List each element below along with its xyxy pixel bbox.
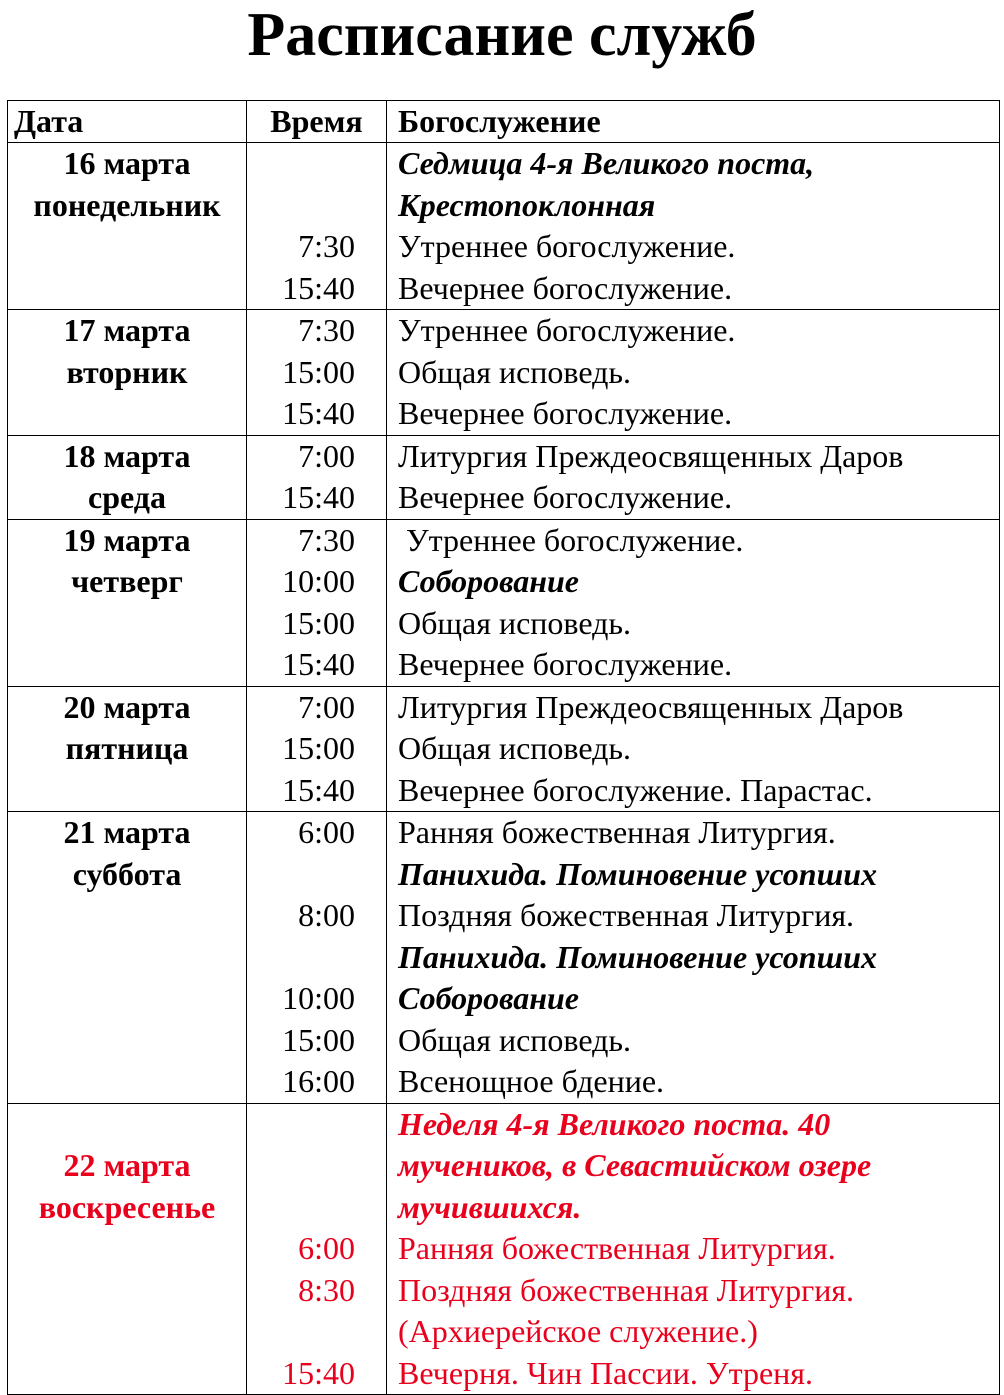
- service-cell: [387, 1103, 1000, 1395]
- day-row-18-march: [8, 435, 1000, 519]
- day-weekday: пятница: [65, 730, 189, 766]
- service-name: (Архиерейское служение.): [398, 1313, 758, 1349]
- service-name: Утреннее богослужение.: [398, 312, 736, 348]
- time-cell: [247, 1103, 387, 1395]
- service-name: мучившихся.: [398, 1188, 582, 1225]
- service-name: Ранняя божественная Литургия.: [398, 1230, 836, 1266]
- service-time: [247, 185, 386, 227]
- service-time: 15:00: [282, 604, 355, 641]
- service-time: 10:00: [282, 563, 355, 599]
- service-name: Вечернее богослужение.: [398, 395, 733, 431]
- day-date: 18 марта: [63, 437, 191, 474]
- page-title: Расписание служб: [247, 1, 757, 69]
- service-name: Литургия Преждеосвященных Даров: [398, 437, 904, 474]
- service-cell: [387, 435, 1000, 519]
- service-time: 6:00: [298, 814, 355, 850]
- service-time: 7:00: [298, 688, 355, 725]
- service-name: Ранняя божественная Литургия.: [398, 814, 836, 850]
- service-time: 15:40: [282, 1354, 355, 1391]
- service-name: Утреннее богослужение.: [398, 228, 736, 264]
- service-time: [247, 143, 386, 185]
- header-service: [387, 101, 1000, 143]
- time-cell: [247, 435, 387, 519]
- day-date: 22 марта: [63, 1147, 191, 1183]
- date-cell: [8, 143, 247, 310]
- day-date: 20 марта: [63, 688, 191, 725]
- service-time: 15:40: [282, 395, 355, 431]
- day-date: 19 марта: [63, 521, 191, 558]
- service-cell: [387, 310, 1000, 436]
- service-name: Вечернее богослужение.: [398, 269, 733, 306]
- service-name: Неделя 4-я Великого поста. 40: [398, 1105, 831, 1142]
- service-time: 15:00: [282, 730, 355, 766]
- day-weekday: суббота: [72, 855, 182, 892]
- day-weekday: вторник: [66, 353, 188, 390]
- date-cell: [8, 1103, 247, 1395]
- time-cell: [247, 143, 387, 310]
- time-cell: [247, 812, 387, 1104]
- day-row-16-march: [8, 143, 1000, 310]
- day-date: 21 марта: [63, 814, 191, 850]
- service-name: Крестопоклонная: [398, 186, 656, 223]
- day-weekday: среда: [88, 479, 166, 515]
- schedule-table: [7, 100, 1000, 1395]
- service-time: 16:00: [282, 1063, 355, 1099]
- service-time: [247, 854, 386, 896]
- day-weekday: четверг: [71, 563, 183, 599]
- header-time: Время: [247, 101, 387, 143]
- service-name: Вечернее богослужение.: [398, 479, 733, 515]
- service-time: 15:00: [282, 1021, 355, 1058]
- header-date-label: Дата: [14, 103, 84, 139]
- service-name: Седмица 4-я Великого поста,: [398, 145, 815, 181]
- service-time: 15:40: [282, 771, 355, 808]
- service-time: 10:00: [282, 980, 355, 1016]
- service-time: 6:00: [298, 1230, 355, 1266]
- service-time: 7:30: [298, 228, 355, 264]
- service-time: 15:40: [282, 646, 355, 682]
- service-time: [247, 1311, 386, 1353]
- service-time: 8:30: [298, 1271, 355, 1308]
- service-time: [247, 937, 386, 979]
- service-cell: [387, 519, 1000, 686]
- day-weekday: понедельник: [33, 186, 221, 223]
- date-cell: [8, 310, 247, 436]
- day-row-21-march: [8, 812, 1000, 1104]
- service-name-text: Утреннее богослужение.: [406, 521, 744, 558]
- service-time: 7:00: [298, 437, 355, 474]
- service-name: Общая исповедь.: [398, 604, 631, 641]
- day-date: 17 марта: [63, 312, 191, 348]
- service-time: 15:40: [282, 479, 355, 515]
- date-block: [8, 1104, 246, 1229]
- date-cell: [8, 435, 247, 519]
- date-cell: [8, 686, 247, 812]
- service-name: Общая исповедь.: [398, 1021, 631, 1058]
- day-row-22-march: [8, 1103, 1000, 1395]
- service-time: [247, 1145, 386, 1187]
- service-name: Вечернее богослужение. Парастас.: [398, 771, 873, 808]
- day-row-19-march: [8, 519, 1000, 686]
- time-cell: [247, 519, 387, 686]
- date-cell: [8, 812, 247, 1104]
- service-cell: [387, 143, 1000, 310]
- day-weekday: воскресенье: [38, 1188, 216, 1225]
- service-time: 8:00: [298, 897, 355, 933]
- service-name: Вечернее богослужение.: [398, 646, 733, 682]
- service-time: 15:40: [282, 269, 355, 306]
- time-cell: [247, 686, 387, 812]
- service-name: Поздняя божественная Литургия.: [398, 1271, 855, 1308]
- service-time: 15:00: [282, 353, 355, 390]
- service-time: 7:30: [298, 521, 355, 558]
- service-cell: [387, 686, 1000, 812]
- service-name: Общая исповедь.: [398, 353, 631, 390]
- day-date: 16 марта: [63, 145, 191, 181]
- table-header-row: [8, 101, 1000, 143]
- service-name: Панихида. Поминовение усопших: [398, 938, 878, 975]
- service-name: Соборование: [398, 563, 579, 599]
- time-cell: [247, 310, 387, 436]
- day-row-17-march: [8, 310, 1000, 436]
- service-name: Литургия Преждеосвященных Даров: [398, 688, 904, 725]
- service-time: [247, 1187, 386, 1229]
- service-name: Общая исповедь.: [398, 730, 631, 766]
- service-name: Поздняя божественная Литургия.: [398, 897, 855, 933]
- service-name: Вечерня. Чин Пассии. Утреня.: [398, 1354, 813, 1391]
- header-service-label: Богослужение: [398, 103, 601, 139]
- service-time: 7:30: [298, 312, 355, 348]
- day-row-20-march: [8, 686, 1000, 812]
- service-name: мучеников, в Севастийском озере: [398, 1147, 872, 1183]
- header-date: [8, 101, 247, 143]
- service-cell: [387, 812, 1000, 1104]
- service-name: Панихида. Поминовение усопших: [398, 855, 878, 892]
- service-time: [247, 1104, 386, 1146]
- service-name: [387, 520, 999, 562]
- service-name: Всенощное бдение.: [398, 1063, 665, 1099]
- service-name: Соборование: [398, 980, 579, 1016]
- date-cell: [8, 519, 247, 686]
